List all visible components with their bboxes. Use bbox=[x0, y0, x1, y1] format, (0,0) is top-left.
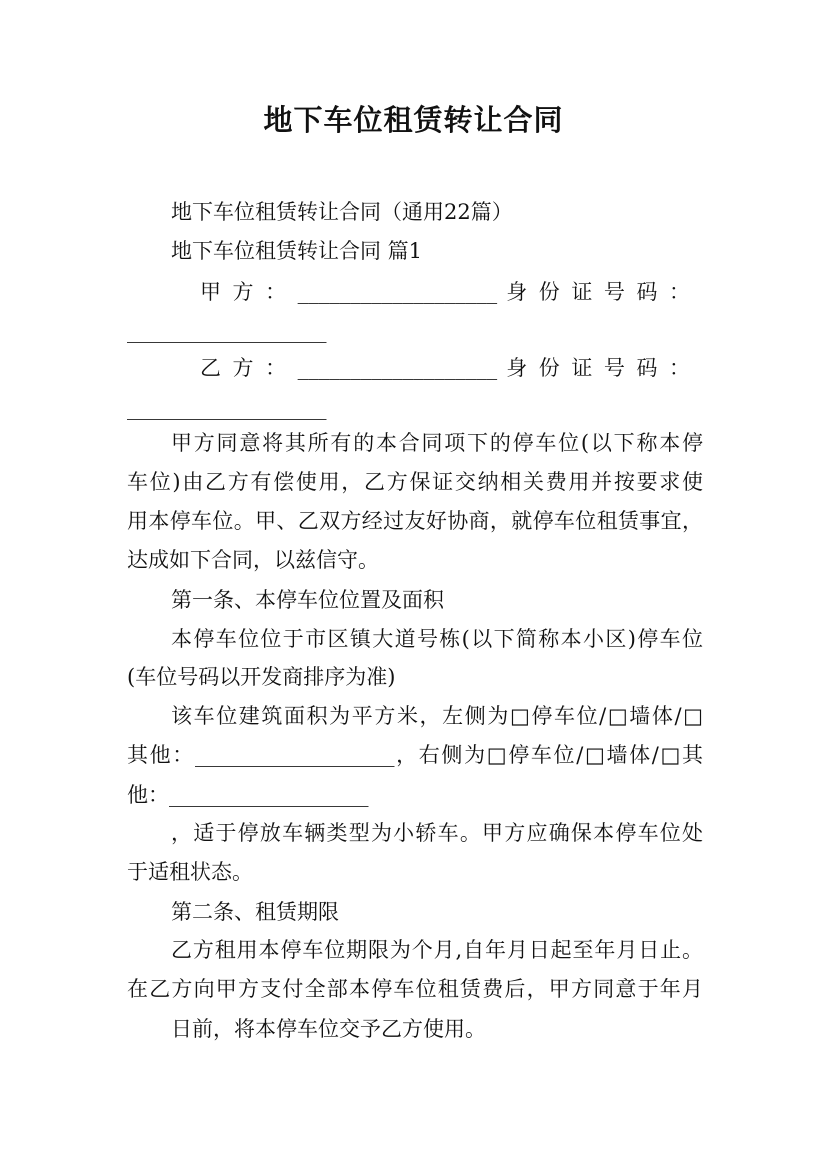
party-b-line: 乙 方 ： ___________________ 身 份 证 号 码 ： bbox=[200, 356, 690, 380]
party-a-line: 甲 方 ： ___________________ 身 份 证 号 码 ： bbox=[200, 280, 690, 304]
article2-heading: 第二条、租赁期限 bbox=[171, 900, 339, 924]
article2-line: 日前，将本停车位交予乙方使用。 bbox=[171, 1017, 486, 1041]
article2-line: 乙方租用本停车位期限为个月,自年月日起至年月日止。 bbox=[171, 938, 703, 962]
party-a-id-blank: ___________________ bbox=[127, 319, 327, 343]
article1-area-line: 他：___________________ bbox=[127, 783, 369, 807]
article2-line: 在乙方向甲方支付全部本停车位租赁费后，甲方同意于年月 bbox=[127, 977, 703, 1001]
intro-paragraph-line: 达成如下合同，以兹信守。 bbox=[127, 548, 379, 572]
document-title: 地下车位租赁转让合同 bbox=[263, 103, 564, 137]
article1-location-line: (车位号码以开发商排序为准) bbox=[127, 665, 396, 689]
intro-paragraph-line: 甲方同意将其所有的本合同项下的停车位(以下称本停 bbox=[171, 431, 703, 455]
article1-vehicle-line: 于适租状态。 bbox=[127, 860, 253, 884]
intro-paragraph-line: 用本停车位。甲、乙双方经过友好协商，就停车位租赁事宜， bbox=[127, 509, 703, 533]
article1-location-line: 本停车位位于市区镇大道号栋(以下简称本小区)停车位 bbox=[171, 627, 703, 651]
article1-area-line: 其他：___________________，右侧为□停车位/□墙体/□其 bbox=[127, 743, 703, 767]
contract-heading: 地下车位租赁转让合同（通用22篇） bbox=[171, 200, 513, 224]
intro-paragraph-line: 车位)由乙方有偿使用，乙方保证交纳相关费用并按要求使 bbox=[127, 470, 703, 494]
article1-area-line: 该车位建筑面积为平方米，左侧为□停车位/□墙体/□ bbox=[171, 704, 703, 728]
contract-subheading: 地下车位租赁转让合同 篇1 bbox=[171, 239, 423, 263]
party-b-id-blank: ___________________ bbox=[127, 396, 327, 420]
article1-vehicle-line: ，适于停放车辆类型为小轿车。甲方应确保本停车位处 bbox=[171, 821, 703, 845]
article1-heading: 第一条、本停车位位置及面积 bbox=[171, 588, 444, 612]
